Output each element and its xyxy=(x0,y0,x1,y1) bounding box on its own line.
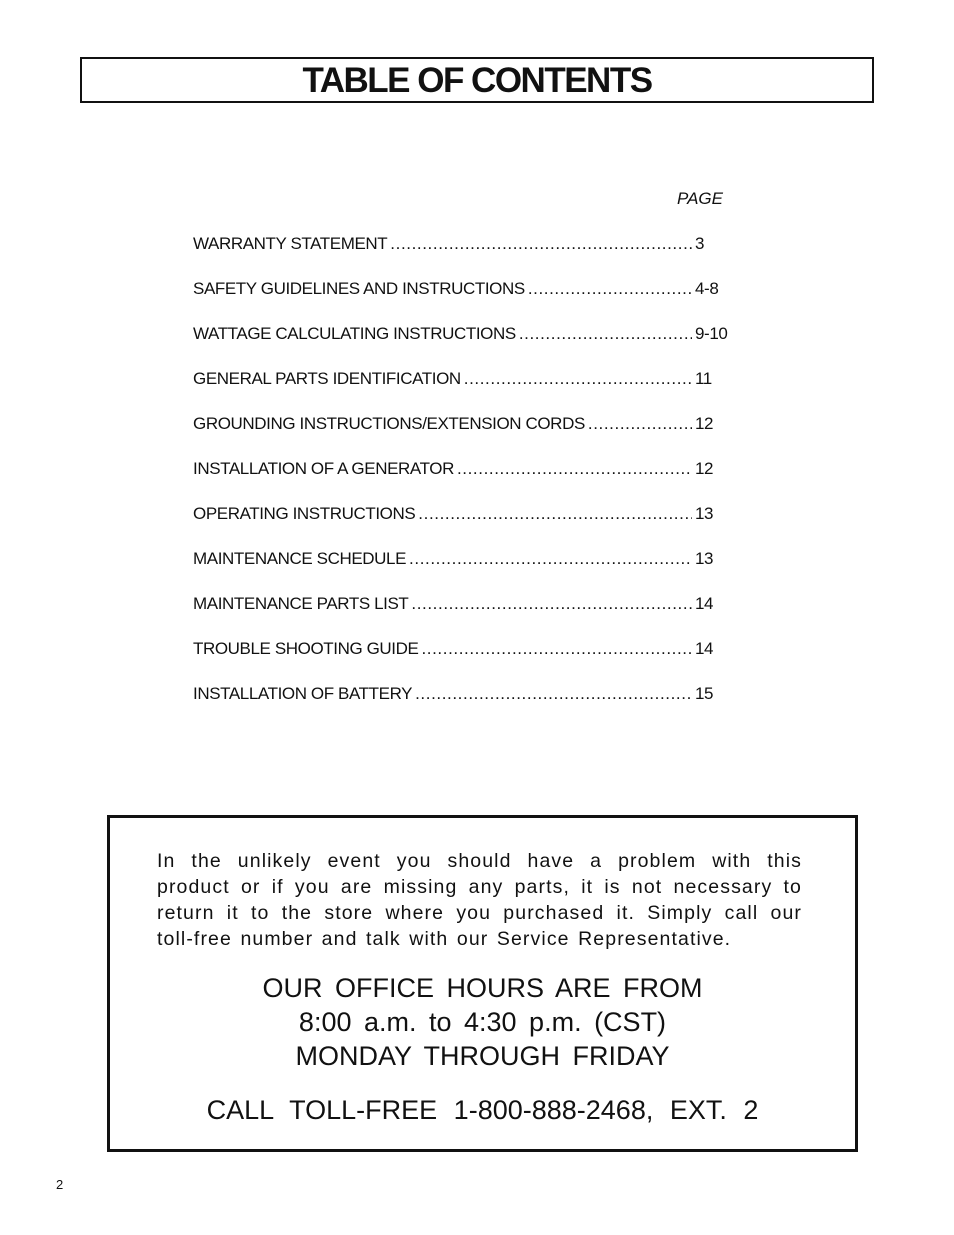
toc-entry[interactable] xyxy=(193,456,753,501)
toc-entry-page: 3 xyxy=(695,234,705,253)
dot-leader xyxy=(409,546,692,572)
toc-entry-title: GROUNDING INSTRUCTIONS/EXTENSION CORDS xyxy=(193,414,585,433)
toc-entry-title: SAFETY GUIDELINES AND INSTRUCTIONS xyxy=(193,279,525,298)
toc-entry[interactable] xyxy=(193,636,753,681)
dot-leader xyxy=(519,321,692,347)
toll-free-phone: CALL TOLL-FREE 1-800-888-2468, EXT. 2 xyxy=(206,1095,759,1125)
dot-leader xyxy=(415,681,692,707)
page-column-label: PAGE xyxy=(677,189,723,208)
toc-entry[interactable] xyxy=(193,501,753,546)
toc-entry-title: MAINTENANCE SCHEDULE xyxy=(193,549,407,568)
dot-leader xyxy=(457,456,692,482)
toc-entry-title: OPERATING INSTRUCTIONS xyxy=(193,504,416,523)
dot-leader xyxy=(390,231,692,257)
toc-entry-page: 11 xyxy=(695,369,712,388)
toc-entry-page: 13 xyxy=(695,504,714,523)
toc-entry-page: 4-8 xyxy=(695,279,719,298)
dot-leader xyxy=(528,276,692,302)
office-hours xyxy=(110,971,855,1073)
table-of-contents xyxy=(193,231,753,726)
toc-entry[interactable] xyxy=(193,276,753,321)
office-hours-line-1: OUR OFFICE HOURS ARE FROM xyxy=(262,973,703,1003)
dot-leader xyxy=(411,591,692,617)
title-box xyxy=(80,57,874,103)
toc-entry-page: 13 xyxy=(695,549,714,568)
toc-entry-title: GENERAL PARTS IDENTIFICATION xyxy=(193,369,461,388)
toc-entry[interactable] xyxy=(193,411,753,456)
toc-entry-title: WATTAGE CALCULATING INSTRUCTIONS xyxy=(193,324,516,343)
toc-entry-page: 12 xyxy=(695,414,714,433)
office-hours-line-2: 8:00 a.m. to 4:30 p.m. (CST) xyxy=(298,1007,667,1037)
service-paragraph: In the unlikely event you should have a problem with this product or if you are missing any parts, it is not necessary to return it to the store where you purchased it. Simply call our toll-free number and talk with our Service Representative. xyxy=(157,850,802,950)
toc-entry[interactable] xyxy=(193,321,753,366)
page-number: 2 xyxy=(56,1177,64,1192)
dot-leader xyxy=(588,411,692,437)
toc-entry-page: 14 xyxy=(695,639,714,658)
dot-leader xyxy=(464,366,692,392)
customer-service-box xyxy=(107,815,858,1152)
toc-entry[interactable] xyxy=(193,231,753,276)
toc-entry-title: TROUBLE SHOOTING GUIDE xyxy=(193,639,419,658)
toc-entry-page: 12 xyxy=(695,459,714,478)
toc-entry-title: INSTALLATION OF BATTERY xyxy=(193,684,413,703)
toc-entry-page: 9-10 xyxy=(695,324,728,343)
toc-entry-title: WARRANTY STATEMENT xyxy=(193,234,388,253)
page-title: TABLE OF CONTENTS xyxy=(302,60,652,100)
dot-leader xyxy=(421,636,692,662)
toc-entry[interactable] xyxy=(193,681,753,726)
toc-entry-page: 14 xyxy=(695,594,714,613)
toc-entry-page: 15 xyxy=(695,684,714,703)
toc-entry[interactable] xyxy=(193,366,753,411)
toc-entry[interactable] xyxy=(193,591,753,636)
office-hours-line-3: MONDAY THROUGH FRIDAY xyxy=(295,1041,670,1071)
toc-entry-title: MAINTENANCE PARTS LIST xyxy=(193,594,409,613)
dot-leader xyxy=(418,501,692,527)
toc-entry-title: INSTALLATION OF A GENERATOR xyxy=(193,459,454,478)
toc-entry[interactable] xyxy=(193,546,753,591)
